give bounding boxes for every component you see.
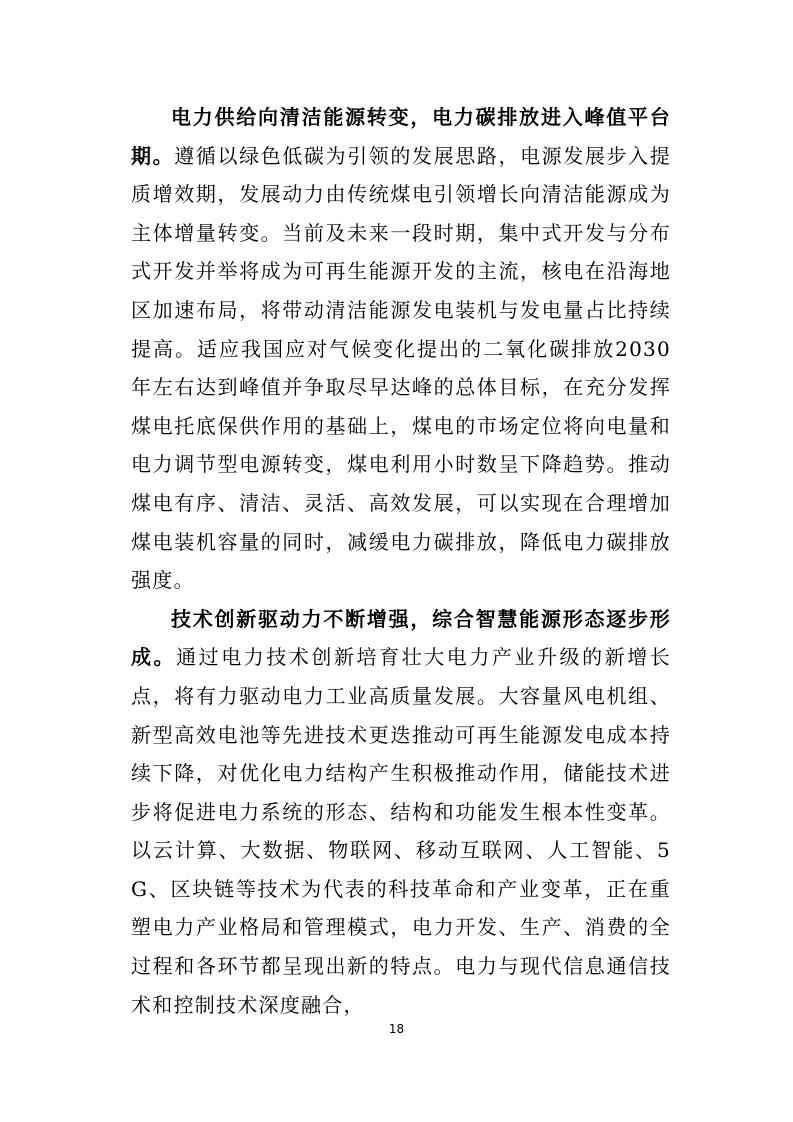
paragraph-heading: 电力供给向清洁能源转变，电力碳排放进入峰值平台期。 [131,105,671,168]
page-number: 18 [388,1022,405,1036]
paragraph-body: 通过电力技术创新培育壮大电力产业升级的新增长点，将有力驱动电力工业高质量发展。大容量风电机组、新型高效电池等先进技术更迭推动可再生能源发电成本持续下降，对优化电力结构产生积极推动作用，储能技术进步将促进电力系统的形态、结构和功能发生根本性变革。以云计算、大数据、物联网、移动互联网、人工智能、5G、区块链等技术为代表的科技革命和产业变革，正在重塑电力产业格局和管理模式，电力开发、生产、消费的全过程和各环节都呈现出新的特点。电力与现代信息通信技术和控制技术深度融合， [131,645,672,1017]
paragraph-tech-innovation [131,600,671,1025]
paragraph-power-supply [131,98,671,600]
paragraph-heading: 技术创新驱动力不断增强，综合智慧能源形态逐步形成。 [131,606,671,670]
paragraph-body: 遵循以绿色低碳为引领的发展思路，电源发展步入提质增效期，发展动力由传统煤电引领增长向清洁能源成为主体增量转变。当前及未来一段时期，集中式开发与分布式开发并举将成为可再生能源开发的主流，核电在沿海地区加速布局，将带动清洁能源发电装机与发电量占比持续提高。适应我国应对气候变化提出的二氧化碳排放2030年左右达到峰值并争取尽早达峰的总体目标，在充分发挥煤电托底保供作用的基础上，煤电的市场定位将向电量和电力调节型电源转变，煤电利用小时数呈下降趋势。推动煤电有序、清洁、灵活、高效发展，可以实现在合理增加煤电装机容量的同时，减缓电力碳排放，降低电力碳排放强度。 [131,143,672,593]
body-text [131,98,671,1024]
